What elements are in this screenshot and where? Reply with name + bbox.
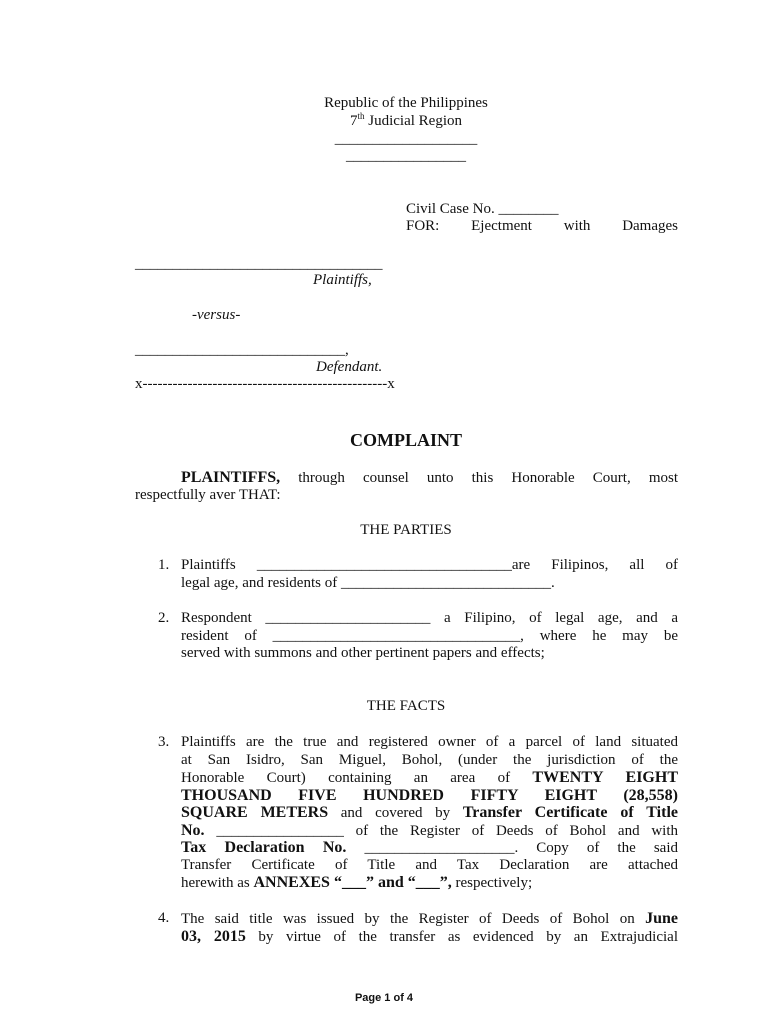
area-unit: SQUARE METERS (181, 804, 329, 821)
section-heading-parties: THE PARTIES (360, 522, 452, 538)
area-words-part-2: THOUSAND FIVE HUNDRED FIFTY EIGHT (28,558) (181, 786, 678, 804)
caption-separator: x-------------------------------------------------x (135, 376, 395, 392)
p2-line-1: Respondent ______________________ a Filipino, of legal age, and a (181, 610, 678, 626)
p3-line-9-text: herewith as (181, 875, 254, 891)
p1-line-2: legal age, and residents of ____________________________. (181, 574, 555, 591)
civil-case-number: Civil Case No. ________ (406, 201, 559, 217)
p3-line-1: Plaintiffs are the true and registered owner of a parcel of land situated (181, 734, 678, 750)
page-number-footer (0, 992, 768, 1004)
p3-line-6-text: _________________ of the Register of Deeds of Bohol and with (204, 822, 678, 839)
complaint-title: COMPLAINT (350, 430, 462, 450)
region-text: Judicial Region (364, 113, 462, 129)
for-word-ejectment: Ejectment (471, 218, 532, 234)
for-word-with: with (563, 218, 591, 234)
paragraph-2 (181, 610, 678, 663)
intro-bold-lead: PLAINTIFFS, (181, 469, 281, 486)
p3-line-2: at San Isidro, San Miguel, Bohol, (under the jurisdiction of the (181, 751, 678, 768)
annexes-label: ANNEXES “___” and “___”, (253, 874, 452, 891)
p3-line-4 (181, 787, 678, 805)
for-word-damages: Damages (622, 218, 678, 234)
versus-label: -versus- (192, 307, 241, 323)
section-heading-facts: THE FACTS (366, 698, 446, 714)
p3-line-6 (181, 822, 678, 840)
page-number-label: Page 1 of 4 (354, 992, 414, 1004)
p4-line-1 (181, 910, 678, 928)
p4-line-2 (181, 928, 678, 946)
p3-line-7 (181, 839, 678, 857)
tax-declaration-label: Tax Declaration No. (181, 839, 347, 856)
paragraph-3 (181, 734, 678, 892)
tct-label: Transfer Certificate of Title (462, 804, 678, 821)
paragraph-number-1: 1. (158, 557, 170, 573)
intro-paragraph (135, 469, 678, 504)
header-blank-line-2: ________________ (346, 148, 466, 164)
intro-line-2: respectfully aver THAT: (135, 486, 281, 503)
paragraph-1 (181, 557, 678, 592)
p3-line-5 (181, 804, 678, 822)
paragraph-4 (181, 910, 678, 945)
p2-line-3: served with summons and other pertinent papers and effects; (181, 645, 545, 661)
country-heading: Republic of the Philippines (324, 95, 488, 111)
tct-no-label: No. (181, 821, 205, 839)
area-words-part-1: TWENTY EIGHT (532, 769, 678, 786)
p1-line-1: Plaintiffs __________________________________are Filipinos, all of (181, 557, 678, 573)
intro-line-1-text: through counsel unto this Honorable Court, most (280, 470, 678, 486)
p3-line-5-text: and covered by (328, 805, 463, 821)
plaintiffs-label: Plaintiffs, (313, 272, 372, 288)
region-suffix: th (357, 111, 365, 121)
for-label: FOR: (406, 218, 440, 234)
plaintiff-name-blank: _________________________________ (135, 256, 383, 272)
issue-date-month: June (645, 910, 678, 927)
p2-line-2: resident of _________________________________, where he may be (181, 627, 678, 644)
p3-line-9-end: respectively; (451, 875, 533, 891)
issue-date-day-year: 03, 2015 (181, 927, 246, 945)
defendant-label: Defendant. (316, 359, 383, 375)
p3-line-7-text: ____________________. Copy of the said (346, 840, 678, 856)
p3-line-8: Transfer Certificate of Title and Tax Declaration are attached (181, 856, 678, 873)
region-heading (0, 113, 768, 130)
paragraph-number-4: 4. (158, 910, 170, 926)
p4-line-1-text: The said title was issued by the Register of Deeds of Bohol on (181, 911, 646, 927)
paragraph-number-3: 3. (158, 734, 170, 750)
region-number: 7 (349, 113, 358, 129)
p3-line-9 (181, 874, 678, 892)
header-blank-line-1: ___________________ (334, 131, 478, 147)
case-for-line (406, 218, 678, 235)
intro-line-1 (135, 469, 678, 487)
paragraph-number-2: 2. (158, 610, 170, 626)
p3-line-3-text: Honorable Court) containing an area of (181, 770, 533, 786)
p4-line-2-text: by virtue of the transfer as evidenced by an Extrajudicial (245, 928, 678, 945)
p3-line-3 (181, 769, 678, 787)
defendant-name-blank: ____________________________, (135, 342, 349, 358)
